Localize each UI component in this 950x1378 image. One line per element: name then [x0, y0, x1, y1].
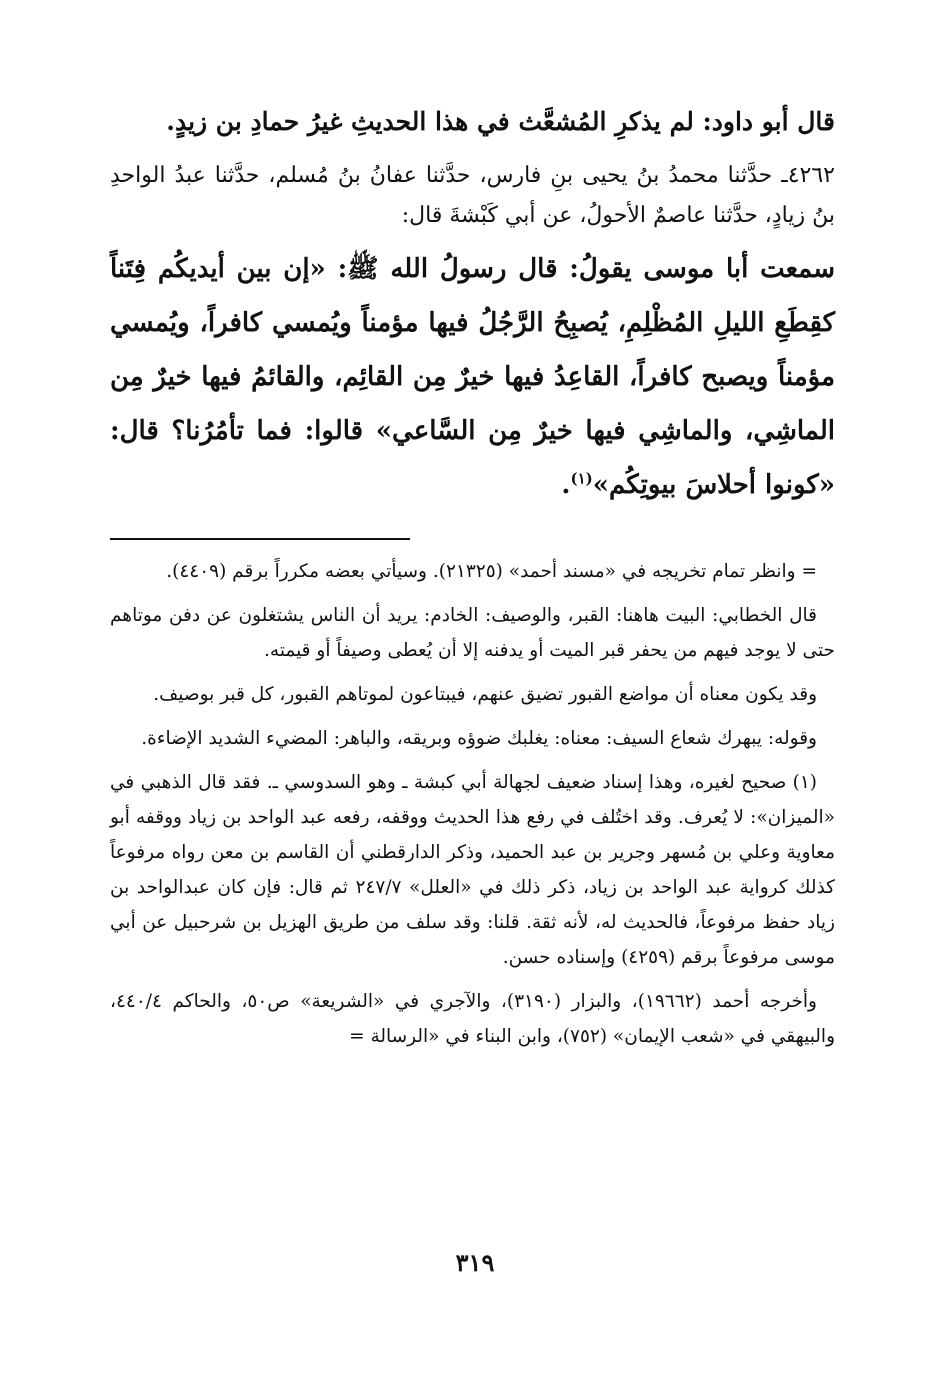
- footnote-ref: (١): [570, 469, 593, 488]
- footnote-meaning: وقد يكون معناه أن مواضع القبور تضيق عنهم، فيبتاعون لموتاهم القبور، كل قبر بوصيف.: [153, 684, 817, 705]
- hadith-matn-text: سمعت أبا موسى يقولُ: قال رسولُ الله ﷺ: «إن بين أيديكُم فِتَناً كقِطَعِ الليلِ المُظْلِمِ، يُصبِحُ الرَّجُلُ فيها مؤمناً ويُمسي كافراً، ويُمسي مؤمناً ويصبح كافراً، القاعِدُ فيها خيرٌ مِن القائِم، والقائمُ فيها خيرٌ مِن الماشِي، والماشِي فيها خيرٌ مِن السَّاعي» قالوا: فما تأمُرُنا؟ قال: «كونوا أحلاسَ بيوتِكُم»: [110, 254, 835, 500]
- footnote-continuation: = وانظر تمام تخريجه في «مسند أحمد» (٢١٣٢٥). وسيأتي بعضه مكرراً برقم (٤٤٠٩).: [166, 561, 817, 582]
- hadith-main-text: [110, 100, 835, 512]
- hadith-isnad: ٤٢٦٢ـ حدَّثنا محمدُ بنُ يحيى بنِ فارس، حدَّثنا عفانُ بنُ مُسلم، حدَّثنا عبدُ الواحدِ بنُ زيادٍ، حدَّثنا عاصمٌ الأحولُ، عن أبي كَبْشةَ قال:: [110, 163, 835, 228]
- footnotes: [110, 554, 835, 1054]
- footnote-1-takhrij: وأخرجه أحمد (١٩٦٦٢)، والبزار (٣١٩٠)، والآجري في «الشريعة» ص٥٠، والحاكم ٤٤٠/٤، والبيهقي في «شعب الإيمان» (٧٥٢)، وابن البناء في «الرسالة =: [110, 991, 835, 1047]
- footnote-sword: وقوله: يبهرك شعاع السيف: معناه: يغلبك ضوؤه وبريقه، والباهر: المضيء الشديد الإضاءة.: [141, 728, 817, 749]
- footnote-1-grading: (١) صحيح لغيره، وهذا إسناد ضعيف لجهالة أبي كبشة ـ وهو السدوسي ـ. فقد قال الذهبي في «الميزان»: لا يُعرف. وقد اختُلف في رفع هذا الحديث ووقفه، رفعه عبد الواحد بن زياد ووقفه أبو معاوية وعلي بن مُسهر وجرير بن عبد الحميد، وذكر الدارقطني أن القاسم بن معن رواه مرفوعاً كذلك كرواية عبد الواحد بن زياد، ذكر ذلك في «العلل» ٢٤٧/٧ ثم قال: فإن كان عبدالواحد بن زياد حفظ مرفوعاً، فالحديث له، لأنه ثقة. قلنا: وقد سلف من طريق الهزيل بن شرحبيل عن أبي موسى مرفوعاً برقم (٤٢٥٩) وإسناده حسن.: [110, 772, 835, 968]
- hadith-matn: سمعت أبا موسى يقولُ: قال رسولُ الله ﷺ: «إن بين أيديكُم فِتَناً كقِطَعِ الليلِ المُظْلِمِ، يُصبِحُ الرَّجُلُ فيها مؤمناً ويُمسي كافراً، ويُمسي مؤمناً ويصبح كافراً، القاعِدُ فيها خيرٌ مِن القائِم، والقائمُ فيها خيرٌ مِن الماشِي، والماشِي فيها خيرٌ مِن السَّاعي» قالوا: فما تأمُرُنا؟ قال: «كونوا أحلاسَ بيوتِكُم»$^{(١)}$.: [110, 254, 835, 500]
- footnote-khattabi: قال الخطابي: البيت هاهنا: القبر، والوصيف: الخادم: يريد أن الناس يشتغلون عن دفن موتاهم حتى لا يوجد فيهم من يحفر قبر الميت أو يدفنه إلا أن يُعطى وصيفاً أو قيمته.: [110, 605, 835, 661]
- footnote-divider: [110, 538, 410, 540]
- page-number: ٣١٩: [455, 1248, 495, 1277]
- page-content: [110, 100, 835, 1063]
- abu-dawud-remark: قال أبو داود: لم يذكرِ المُشعَّث في هذا الحديثِ غيرُ حمادِ بن زيدٍ.: [166, 107, 835, 136]
